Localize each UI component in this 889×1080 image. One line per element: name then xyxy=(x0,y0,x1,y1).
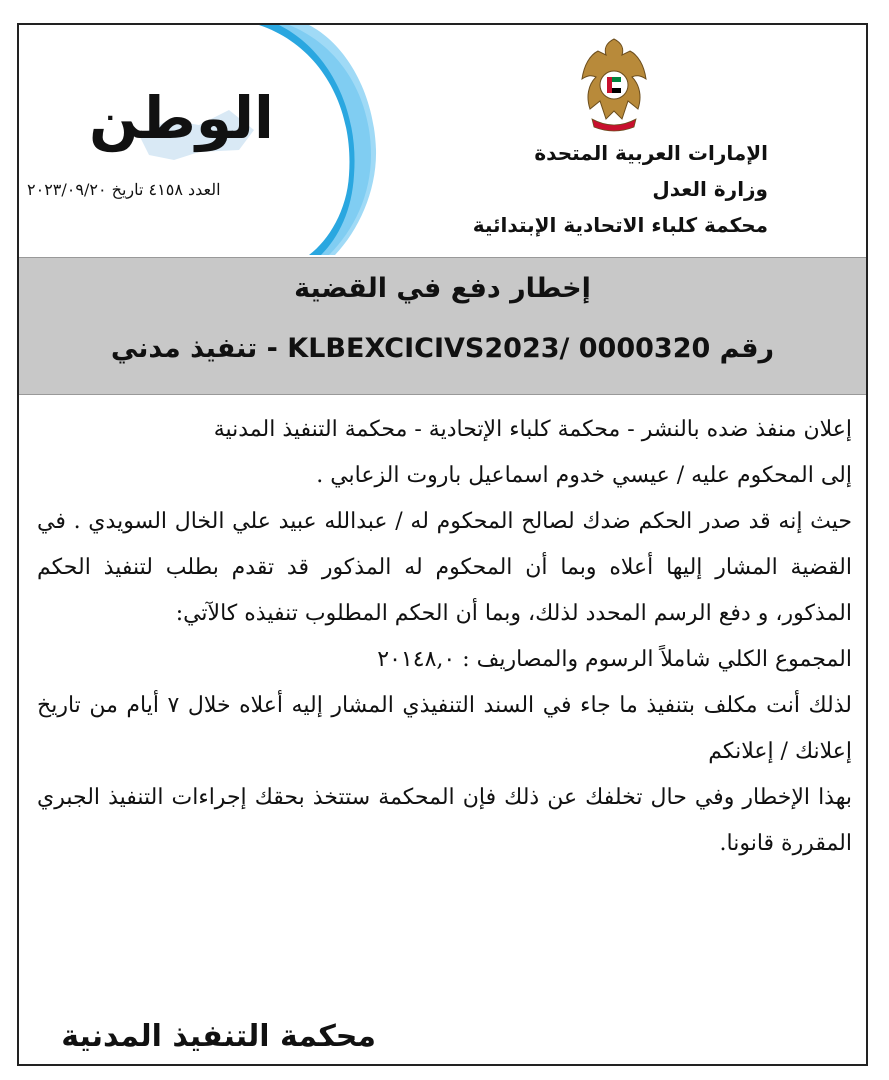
body-paragraph-judgment: حيث إنه قد صدر الحكم ضدك لصالح المحكوم له / عبدالله عبيد علي الخال السويدي . في القضية المشار إليها أعلاه وبما أن المحكوم له المذكور قد تقدم بطلب لتنفيذ الحكم المذكور، و دفع الرسم المحدد لذلك، وبما أن الحكم المطلوب تنفيذه كالآتي: xyxy=(37,509,852,626)
notice-body xyxy=(37,407,852,867)
uae-emblem-icon xyxy=(576,35,652,133)
notice-frame xyxy=(17,23,868,1066)
notice-header xyxy=(19,25,866,257)
body-paragraph-addressee: إلى المحكوم عليه / عيسي خدوم اسماعيل باروت الزعابي . xyxy=(316,463,852,488)
body-paragraph-announcement: إعلان منفذ ضده بالنشر - محكمة كلباء الإتحادية - محكمة التنفيذ المدنية xyxy=(213,417,852,442)
notice-title-bar xyxy=(19,257,866,395)
notice-title: إخطار دفع في القضية xyxy=(294,273,591,304)
country-name: الإمارات العربية المتحدة xyxy=(534,141,768,165)
government-header xyxy=(473,135,768,243)
newspaper-issue-date: العدد ٤١٥٨ تاريخ ٢٠٢٣/٠٩/٢٠ xyxy=(27,180,221,199)
court-name: محكمة كلباء الاتحادية الإبتدائية xyxy=(472,213,768,237)
body-paragraph-total: المجموع الكلي شاملاً الرسوم والمصاريف : ٢٠١٤٨,٠ xyxy=(377,647,852,672)
body-paragraph-warning: بهذا الإخطار وفي حال تخلفك عن ذلك فإن المحكمة ستتخذ بحقك إجراءات التنفيذ الجبري المقررة قانونا. xyxy=(37,785,852,856)
court-signature: محكمة التنفيذ المدنية xyxy=(61,1019,376,1054)
ministry-name: وزارة العدل xyxy=(652,177,768,201)
body-paragraph-obligation: لذلك أنت مكلف بتنفيذ ما جاء في السند التنفيذي المشار إليه أعلاه خلال ٧ أيام من تاريخ إعلانك / إعلانكم xyxy=(37,693,852,764)
newspaper-name: الوطن xyxy=(89,84,274,152)
case-number: رقم KLBEXCICIVS2023/ 0000320 - تنفيذ مدني xyxy=(110,333,775,364)
